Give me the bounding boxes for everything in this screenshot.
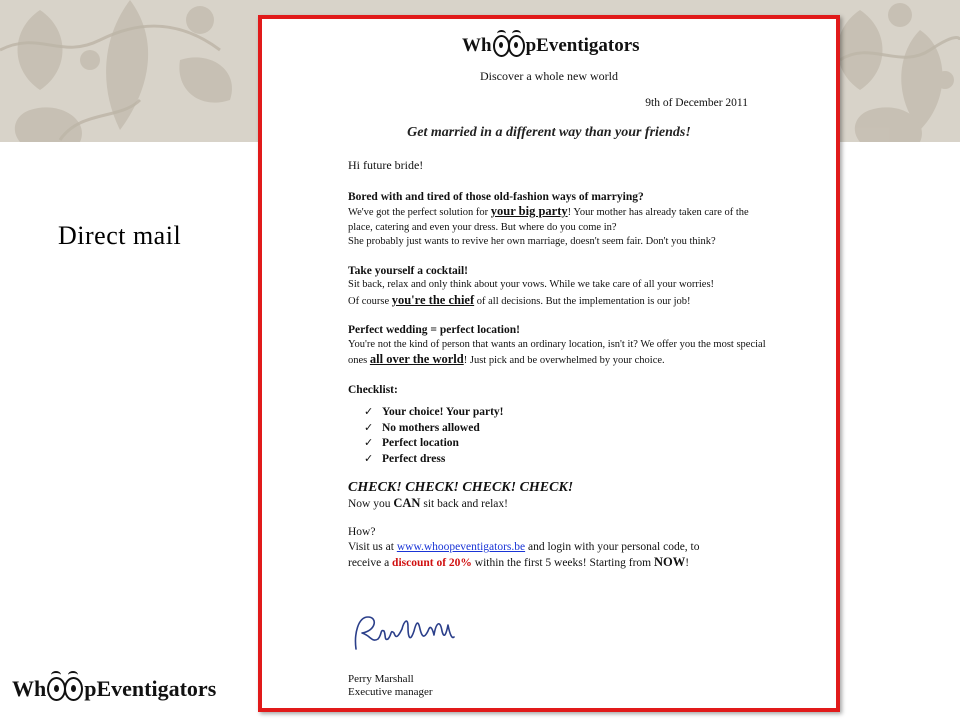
emphasis-world: all over the world (369, 352, 464, 366)
greeting: Hi future bride! (348, 158, 424, 172)
emphasis-can: CAN (393, 495, 421, 510)
footer-logo (12, 666, 216, 712)
logo-prefix: Wh (462, 35, 492, 56)
emphasis-big-party: your big party (490, 204, 568, 218)
list-item: ✓ Perfect dress (364, 452, 768, 468)
signer-name: Perry Marshall (348, 673, 414, 685)
emphasis-chief: you're the chief (391, 292, 475, 307)
list-item: ✓ No mothers allowed (364, 421, 768, 437)
list-item: ✓ Your choice! Your party! (364, 405, 768, 421)
section-body-bored: We've got the perfect solution for your big party! Your mother has already taken care of the place, catering and even your dress. But where do you come in? She probably just wants to revive her own marriage, doesn't seem fair. Don't you think? (348, 204, 749, 247)
tagline: Discover a whole new world (480, 69, 618, 83)
letter-logo (462, 35, 640, 57)
list-item: ✓ Perfect location (364, 436, 768, 452)
sit-back-line: Now you CAN sit back and relax! (348, 495, 508, 510)
section-title-cocktail: Take yourself a cocktail! (348, 264, 468, 277)
checkmark-icon: ✓ (364, 437, 374, 449)
discount-line: receive a discount of 20% within the first 5 weeks! Starting from NOW! (348, 555, 690, 569)
slide-label: Direct mail (58, 221, 182, 250)
checklist (348, 405, 768, 467)
logo-suffix: pEventigators (525, 35, 640, 56)
checklist-title: Checklist: (348, 383, 398, 396)
letter-date: 9th of December 2011 (645, 97, 748, 109)
logo-eyes-icon (47, 677, 83, 701)
letter-body (348, 158, 768, 571)
visit-line: Visit us at www.whoopeventigators.be and login with your personal code, to (348, 541, 700, 553)
section-body-location: You're not the kind of person that wants an ordinary location, isn't it? We offer you the most special ones all over the world! Just pick and be overwhelmed by your choice. (348, 338, 766, 366)
logo-suffix: pEventigators (84, 676, 217, 701)
signature-icon (348, 609, 458, 664)
checkmark-icon: ✓ (364, 452, 374, 465)
headline: Get married in a different way than your friends! (407, 125, 691, 140)
checkmark-icon: ✓ (364, 421, 374, 434)
emphasis-now: NOW (653, 555, 686, 569)
signer-title: Executive manager (348, 686, 433, 698)
section-title-bored: Bored with and tired of those old-fashion ways of marrying? (348, 190, 644, 203)
section-title-location: Perfect wedding = perfect location! (348, 324, 520, 336)
how-question: How? (348, 526, 376, 538)
logo-eyes-icon (493, 35, 525, 57)
discount-highlight: discount of 20% (392, 557, 472, 569)
checkmark-icon: ✓ (364, 406, 374, 418)
direct-mail-letter (258, 15, 840, 712)
check-check-heading: CHECK! CHECK! CHECK! CHECK! (348, 480, 574, 495)
logo-prefix: Wh (12, 676, 47, 701)
section-body-cocktail: Sit back, relax and only think about your vows. While we take care of all your worries! Of course you're the chief of all decisions. But the implementation is our job! (348, 279, 715, 307)
signer-block (348, 673, 433, 699)
website-link[interactable]: www.whoopeventigators.be (396, 541, 526, 553)
